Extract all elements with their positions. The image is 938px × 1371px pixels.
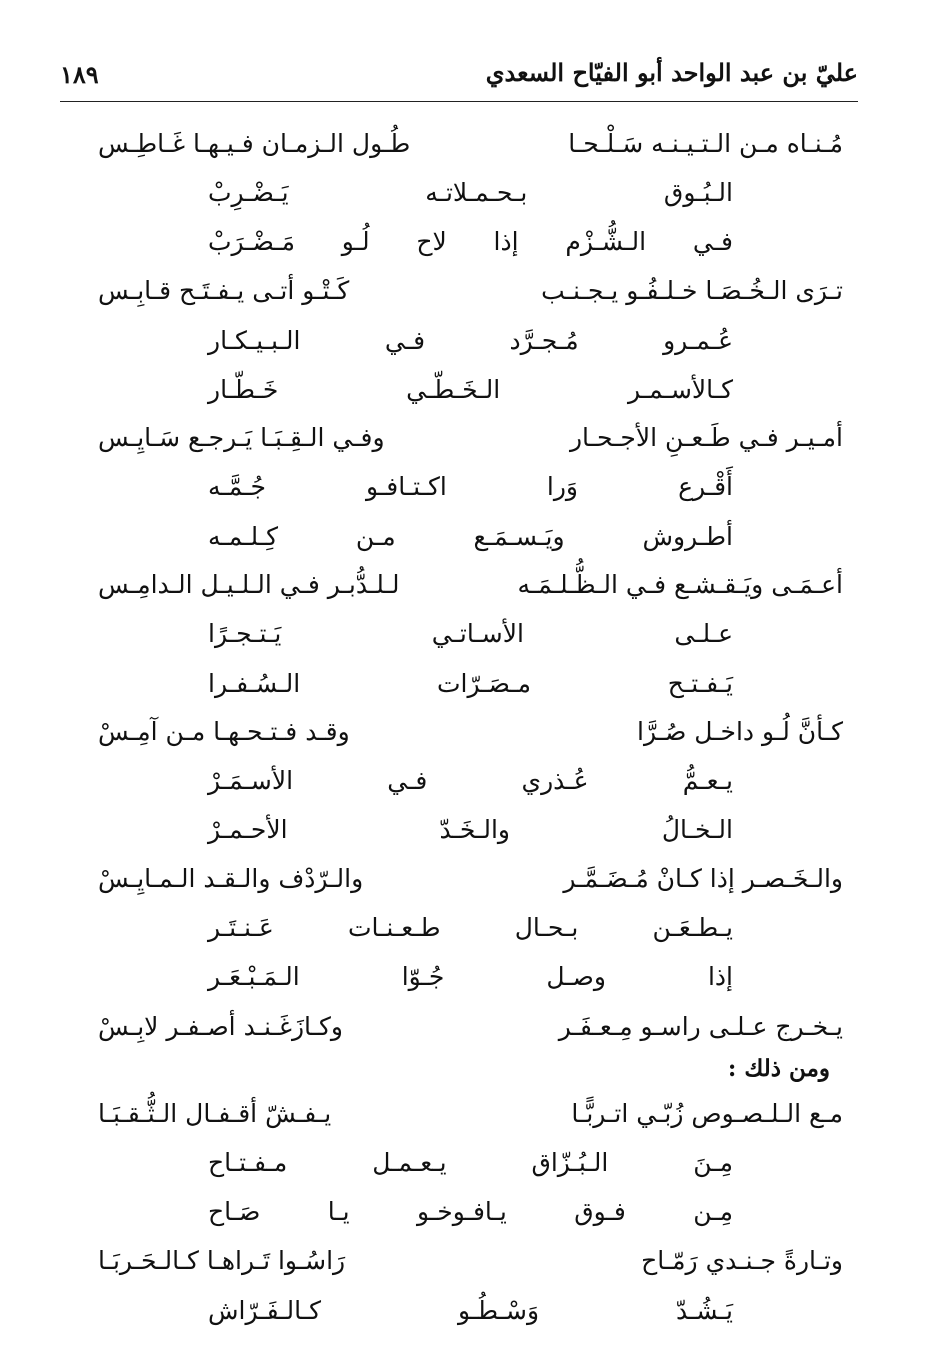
first-hemistich: مـع الـلـصـوص زُبّـي اتـربًّـا — [571, 1099, 843, 1128]
refrain-line: يـعـمُّ عُـذري فـي الأسـمَـرْ — [208, 766, 733, 795]
refrain-line: يـطـعَـن بـحـال طـعـنـات عَـنـتَـر — [208, 913, 733, 942]
first-hemistich: كـأنَّ لُـو داخـل صُـرَّا — [637, 717, 843, 746]
first-hemistich: وتـارةً جـنـدي رَمّـاح — [641, 1246, 843, 1275]
prose-note: ومن ذلك : — [727, 1055, 830, 1082]
first-hemistich: يـخـرج عـلـى راسـو مِـعـفَـر — [558, 1012, 843, 1041]
verse-line — [98, 274, 843, 308]
verse-line — [98, 715, 843, 749]
refrain-line: عـلـى الأسـاتـي يَـتـجـرًا — [208, 619, 733, 648]
second-hemistich: لـلـدُّبـر فـي الـلـيـل الـدامِـس — [98, 570, 400, 599]
refrain-line: عُـمـرو مُـجـرَّد فـي الـبـيـكـار — [208, 326, 733, 355]
first-hemistich: مُـنـاه مـن الـتـيـنـه سَـلْـحـا — [568, 129, 843, 158]
verse-line — [98, 127, 843, 161]
refrain-line: كـالأسـمـر الـخَـطّـي خَـطّـار — [208, 375, 733, 404]
first-hemistich: أعـمَـى ويَـقـشـع فـي الـظُّـلـمَـه — [517, 570, 843, 599]
refrain-line: مِـنَ الـبُـزّاق يـعـمـل مـفـتـاح — [208, 1148, 733, 1177]
first-hemistich: والـخَـصـر إذا كـانْ مُـضَـمَّـر — [563, 864, 843, 893]
verse-line — [98, 1010, 843, 1044]
second-hemistich: وفـي الـقِـبَـا يَـرجـع سَـايِـس — [98, 423, 385, 452]
second-hemistich: يـفـشّ أقـفـال الـثُّـقـبَـا — [98, 1099, 332, 1128]
first-hemistich: تـرَى الـخُـصَـا خـلـفُـو يـجـنـب — [541, 276, 843, 305]
running-title: عليّ بن عبد الواحد أبو الفيّاح السعدي — [485, 58, 858, 87]
verse-line — [98, 1244, 843, 1278]
refrain-line: يَـفـتـح مـصَـرّات الـسُـفـرا — [208, 669, 733, 698]
second-hemistich: كَـتْـو أتـى يـفـتَـح قـابِـس — [98, 276, 350, 305]
first-hemistich: أمـيـر فـي طَـعـنِ الأجـحـار — [569, 423, 843, 452]
refrain-line: أَقْـرع وَرا اكـتـافـو جُـمَّـه — [208, 472, 733, 501]
refrain-line: أطـروش ويَـسـمَـع مـن كِـلـمـه — [208, 522, 733, 551]
page-number: ١٨٩ — [60, 60, 99, 89]
refrain-line: الـخـالُ والـخَـدّ الأحـمـرْ — [208, 815, 733, 844]
second-hemistich: والـرّدْف والـقـد الـمـايِـسْ — [98, 864, 364, 893]
second-hemistich: طُـول الـزمـان فـيـهـا غَـاطِـس — [98, 129, 411, 158]
refrain-line: مِـن فـوق يـافـوخـو يـا صَـاح — [208, 1197, 733, 1226]
verse-line — [98, 862, 843, 896]
refrain-line: يَـشُـدّ وَسْـطُـو كـالـفَـرّاش — [208, 1296, 733, 1325]
refrain-line: إذا وصـل جُـوّا الـمَـبْـعَـر — [208, 962, 733, 991]
verse-line — [98, 1097, 843, 1131]
verse-line — [98, 568, 843, 602]
second-hemistich: وقـد فـتـحـهـا مـن آمِـسْ — [98, 717, 350, 746]
refrain-line: الـبُـوق بـحـمـلاتـه يَـضْـرِبْ — [208, 178, 733, 207]
refrain-line: فـي الـشُّـزْم إذا لاح لُـو مَـضْـرَبْ — [208, 227, 733, 256]
second-hemistich: رَاسُـوا تَـراهـا كـالـحَـربَـا — [98, 1246, 346, 1275]
second-hemistich: وكـازَغَـنـد أصـفـر لابِـسْ — [98, 1012, 343, 1041]
verse-line — [98, 421, 843, 455]
